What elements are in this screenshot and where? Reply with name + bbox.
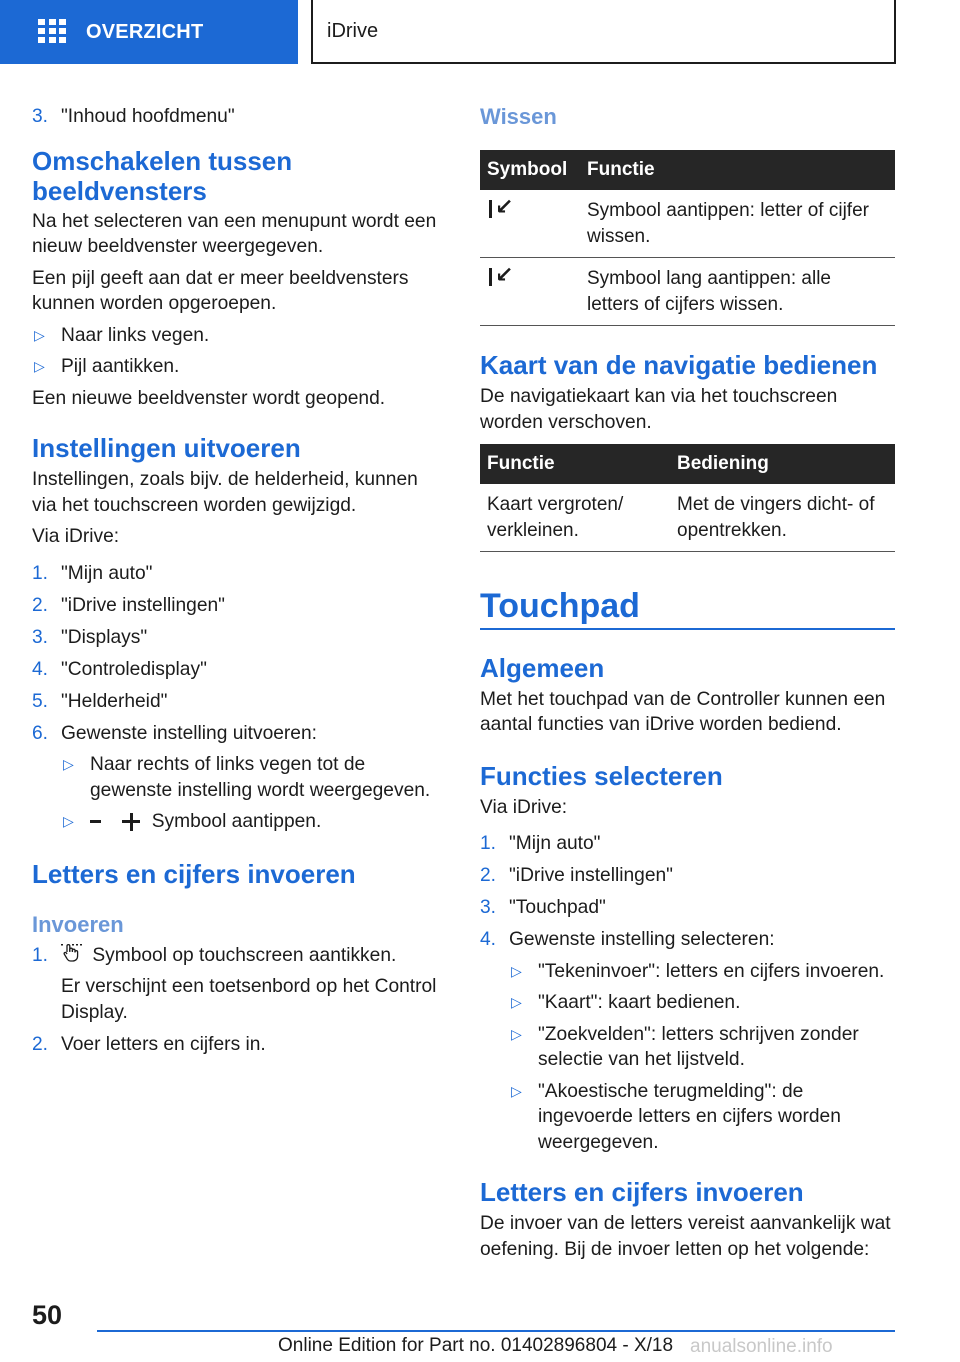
grid-menu-icon: [38, 19, 66, 45]
triangle-bullet-icon: ▷: [511, 962, 522, 979]
table-header: Symbool: [480, 150, 580, 190]
bullet-item: [509, 990, 895, 1016]
minus-icon: [90, 820, 101, 823]
list-text: "Touchpad": [509, 897, 606, 918]
section-title-letters: Letters en cijfers invoeren: [32, 858, 356, 889]
paragraph: Via iDrive:: [32, 526, 120, 547]
triangle-bullet-icon: ▷: [34, 326, 45, 343]
watermark: anualsonline.info: [690, 1336, 833, 1357]
paragraph: Er verschijnt een toetsenbord op het Control Display.: [61, 976, 437, 1023]
section-title-map: Kaart van de navigatie bedienen: [480, 350, 878, 380]
chapter-tab: [311, 0, 896, 64]
bullet-item: [509, 959, 895, 985]
paragraph: Met het touchpad van de Controller kunnen een aantal functies van iDrive worden bediend.: [480, 688, 886, 735]
table-cell: Symbool aantippen: letter of cijfer wissen.: [580, 190, 895, 258]
list-item: [480, 863, 895, 889]
list-text: "iDrive instellingen": [61, 594, 225, 616]
table-cell: [480, 190, 580, 258]
input-steps-list: [32, 943, 440, 1058]
section-title-letters-right: Letters en cijfers invoeren: [480, 1177, 804, 1207]
subsection-title-wissen: Wissen: [480, 104, 557, 129]
bullet-item: [32, 323, 440, 349]
overview-nav-label: OVERZICHT: [86, 20, 204, 43]
list-text: Symbool op touchscreen aantikken.: [92, 944, 397, 966]
bullet-text: "Zoekvelden": letters schrijven zonder selectie van het lijstveld.: [538, 1023, 859, 1070]
list-text: "Mijn auto": [61, 562, 153, 584]
bullet-item: [509, 1079, 895, 1156]
wissen-table: [480, 150, 895, 326]
section-title-switch: [32, 146, 440, 206]
list-number: 1.: [480, 833, 497, 854]
section-title-line: Omschakelen tussen: [32, 145, 293, 176]
bullet-text: Naar rechts of links vegen tot de gewenste instelling wordt weergegeven.: [90, 754, 431, 801]
paragraph: Een nieuwe beeldvenster wordt geopend.: [32, 387, 386, 409]
table-header-row: [480, 150, 895, 190]
bullet-text: Symbool aantippen.: [151, 811, 322, 832]
overview-nav-tab[interactable]: [0, 0, 298, 64]
bullet-text: "Akoestische terugmelding": de ingevoerde letters en cijfers worden weergegeven.: [538, 1080, 841, 1153]
delete-back-icon: ↙: [487, 266, 517, 288]
list-number: 2.: [480, 865, 497, 886]
paragraph: Via iDrive:: [480, 796, 568, 818]
table-cell: [480, 258, 580, 326]
list-number: 3.: [32, 626, 49, 648]
list-item: [32, 943, 440, 1026]
triangle-bullet-icon: ▷: [511, 1082, 522, 1099]
triangle-bullet-icon: ▷: [511, 994, 522, 1010]
bullet-item: [509, 1022, 895, 1073]
list-item: [32, 625, 440, 651]
bullet-text: "Kaart": kaart bedienen.: [538, 992, 741, 1013]
list-text: "Mijn auto": [509, 833, 601, 854]
chapter-title-touchpad: Touchpad: [480, 587, 640, 625]
list-text: "iDrive instellingen": [509, 865, 673, 886]
triangle-bullet-icon: ▷: [63, 756, 74, 772]
triangle-bullet-icon: ▷: [34, 358, 45, 374]
triangle-bullet-icon: ▷: [511, 1025, 522, 1042]
triangle-bullet-icon: ▷: [63, 813, 74, 829]
bullet-item: [61, 752, 440, 803]
right-column: [480, 100, 895, 1262]
table-cell: Symbool lang aantippen: alle letters of cijfers wissen.: [580, 258, 895, 326]
bullet-text: Naar links vegen.: [61, 324, 210, 346]
keyboard-touch-icon: [61, 943, 83, 963]
bullet-text: "Tekeninvoer": letters en cijfers invoeren.: [538, 960, 885, 982]
delete-back-icon: ↙: [487, 198, 517, 220]
list-text: "Displays": [61, 626, 148, 648]
table-header: Bediening: [670, 444, 895, 484]
table-header-row: [480, 444, 895, 484]
list-item: [32, 104, 440, 130]
list-number: 1.: [32, 562, 49, 584]
chapter-title: iDrive: [327, 19, 379, 42]
list-number: 1.: [32, 944, 49, 966]
table-cell: Met de vingers dicht- of opentrekken.: [670, 484, 895, 552]
table-header: Functie: [580, 150, 895, 190]
page-number: 50: [32, 1300, 63, 1330]
subsection-title-input: Invoeren: [32, 911, 124, 937]
list-number: 6.: [32, 722, 49, 744]
bullet-item: [61, 809, 440, 835]
list-item: [32, 561, 440, 587]
list-text: Gewenste instelling uitvoeren:: [61, 722, 317, 744]
paragraph: De navigatiekaart kan via het touchscreen worden verschoven.: [480, 386, 838, 433]
list-number: 2.: [32, 1033, 49, 1055]
paragraph: Een pijl geeft aan dat er meer beeldvensters kunnen worden opgeroepen.: [32, 267, 409, 314]
list-text: Voer letters en cijfers in.: [61, 1033, 266, 1055]
plus-icon: [122, 813, 140, 831]
list-item: [480, 927, 895, 1155]
list-text: "Inhoud hoofdmenu": [61, 106, 235, 127]
list-text: "Helderheid": [61, 690, 168, 712]
table-header: Functie: [480, 444, 670, 484]
list-item: [32, 721, 440, 835]
list-item: [480, 895, 895, 921]
bullet-text: Pijl aantikken.: [61, 356, 180, 377]
list-number: 4.: [32, 658, 49, 680]
settings-steps-list: [32, 561, 440, 835]
list-item: [32, 593, 440, 619]
paragraph: De invoer van de letters vereist aanvankelijk wat oefening. Bij de invoer letten op het volgende:: [480, 1213, 891, 1260]
paragraph: Na het selecteren van een menupunt wordt een nieuw beeldvenster weergegeven.: [32, 210, 437, 257]
list-item: [32, 657, 440, 683]
list-text: Gewenste instelling selecteren:: [509, 929, 775, 950]
map-table: [480, 444, 895, 552]
section-title-line: beeldvensters: [32, 175, 207, 206]
title-divider: [480, 628, 895, 630]
page-header: [0, 0, 960, 66]
list-number: 5.: [32, 690, 49, 712]
list-text: "Controledisplay": [61, 658, 207, 680]
table-row: [480, 190, 895, 258]
list-item: [32, 689, 440, 715]
bullet-item: [32, 354, 440, 380]
list-number: 3.: [32, 106, 49, 127]
list-number: 2.: [32, 594, 49, 616]
list-number: 4.: [480, 929, 497, 950]
list-number: 3.: [480, 897, 497, 918]
footer-divider: [97, 1330, 895, 1332]
list-item: [32, 1032, 440, 1058]
left-column: [32, 100, 440, 1057]
list-item: [480, 831, 895, 857]
table-cell: Kaart vergroten/ verkleinen.: [480, 484, 670, 552]
edition-text: Online Edition for Part no. 01402896804 - X/18: [278, 1335, 674, 1356]
table-row: [480, 258, 895, 326]
section-title-general: Algemeen: [480, 652, 605, 683]
paragraph: Instellingen, zoals bijv. de helderheid, kunnen via het touchscreen worden gewijzigd.: [32, 469, 418, 516]
functions-steps-list: [480, 831, 895, 1155]
table-row: [480, 484, 895, 552]
section-title-settings: Instellingen uitvoeren: [32, 433, 301, 463]
section-title-functions: Functies selecteren: [480, 760, 723, 791]
